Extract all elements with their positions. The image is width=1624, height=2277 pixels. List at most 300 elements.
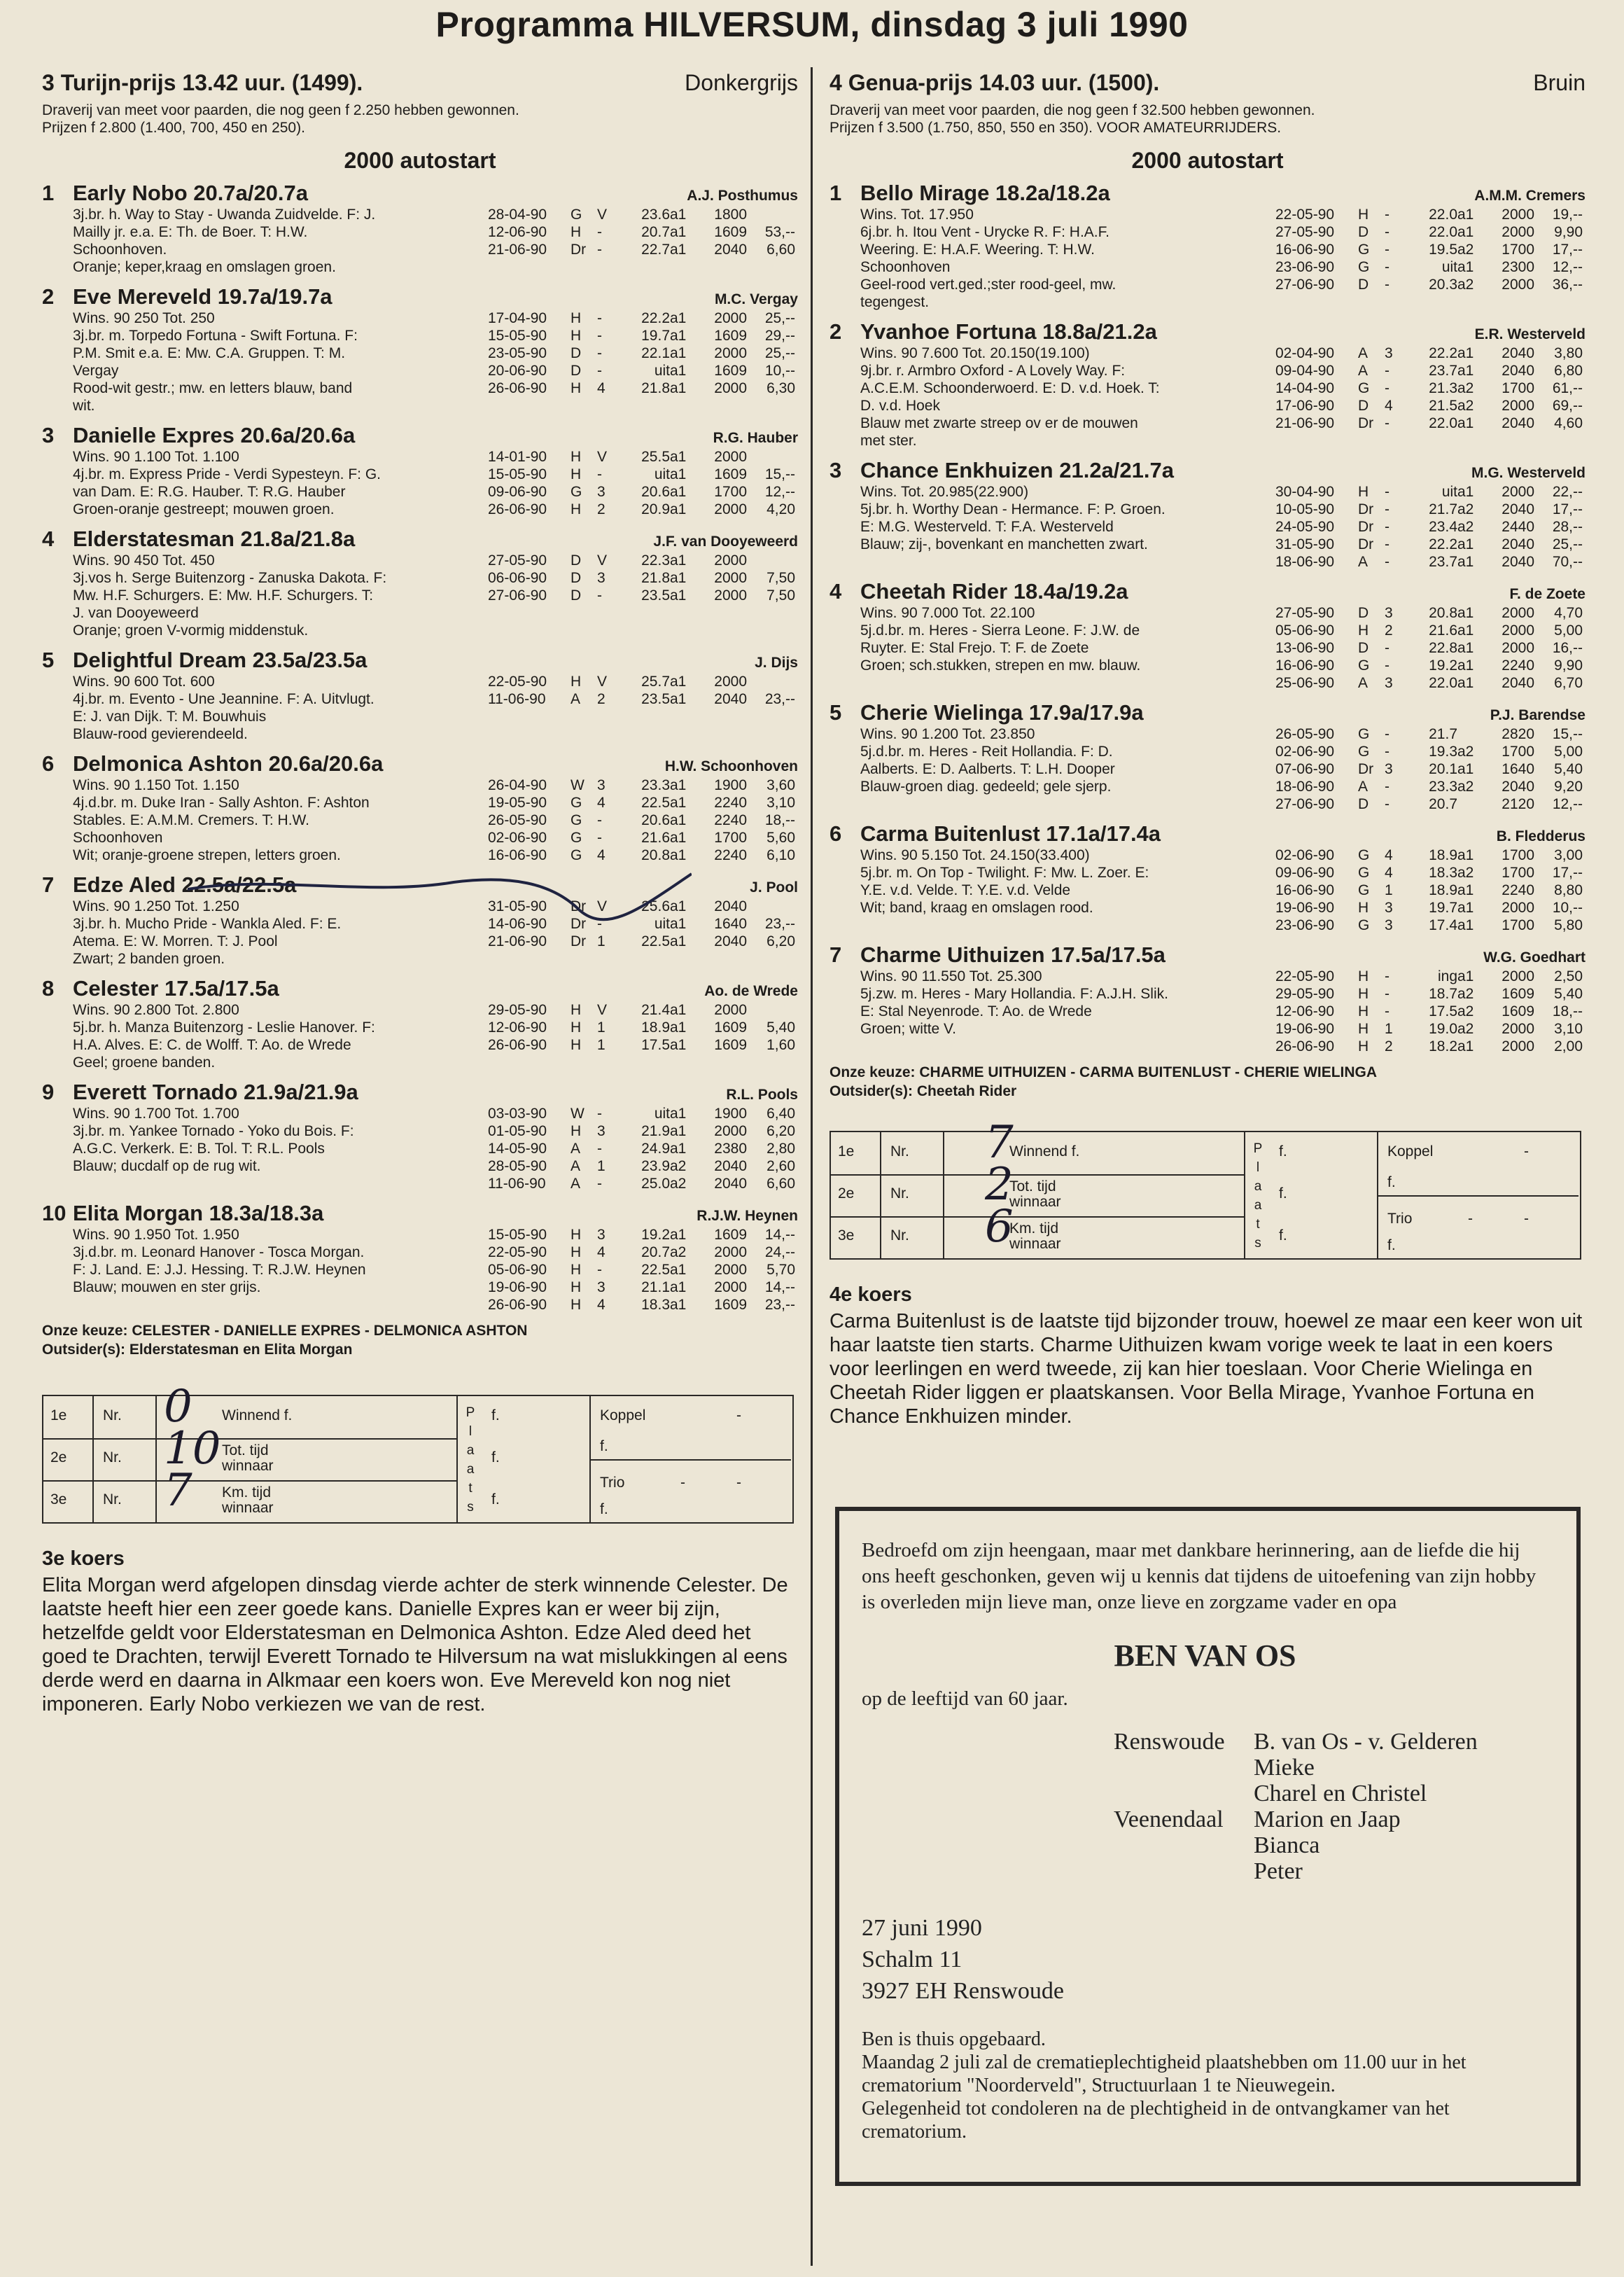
start-row [488,777,798,794]
start-cell: 19,-- [1552,207,1583,223]
start-cell: uit [654,1106,670,1122]
start-cell: 26-06-90 [488,380,547,396]
start-cell: 9,20 [1554,779,1583,795]
start-cell: - [1385,415,1390,431]
start-cell: 23-06-90 [1275,917,1335,933]
horse-name: Chance Enkhuizen 21.2a/21.7a [860,458,1174,482]
description-line: A.G.C. Verkerk. E: B. Tol. T: R.L. Pools [73,1141,325,1157]
start-cell: - [597,1141,602,1157]
description-line: F: J. Land. E: J.J. Hessing. T: R.J.W. Heynen [73,1262,366,1278]
start-row [488,1157,798,1175]
horse-header [42,751,798,777]
description-line: 3j.d.br. m. Leonard Hanover - Tosca Morgan. [73,1244,365,1260]
start-cell: 01-05-90 [488,1123,547,1139]
start-cell: Dr [570,898,587,914]
start-cell: 19-06-90 [1275,1021,1335,1037]
start-cell: 14-01-90 [488,449,547,465]
description-line: Wins. Tot. 20.985(22.900) [860,484,1029,500]
start-cell: 26-06-90 [1275,1038,1335,1054]
start-cell: - [597,345,602,361]
start-cell: G [570,795,582,811]
horse-title [42,872,296,898]
start-cell: 25.0 [641,1176,670,1192]
start-cell: a1 [1457,675,1474,691]
description-line: 5j.br. m. On Top - Twilight. F: Mw. L. Zoer. E: [860,865,1149,881]
start-cell: 2040 [1502,779,1534,795]
horse-name: Elita Morgan 18.3a/18.3a [73,1201,324,1225]
notice-age: op de leeftijd van 60 jaar. [862,1687,1068,1710]
start-results [488,673,798,743]
start-cell [1457,795,1485,813]
horse-number: 7 [830,942,842,967]
start-cell: 2240 [714,847,747,863]
start-cell: 21.8 [641,570,670,586]
start-cell: 26-06-90 [488,1037,547,1053]
km-tijd-label: Km. tijd [222,1484,272,1500]
start-results [488,448,798,518]
start-row [488,1019,798,1036]
start-cell: 22.1 [641,345,670,361]
description-line: Wins. Tot. 17.950 [860,207,974,223]
start-cell: 2240 [1502,882,1534,898]
winnaar-label: winnaar [222,1500,274,1516]
start-cell: 15-05-90 [488,466,547,482]
start-cell: 19-06-90 [1275,900,1335,916]
start-cell: 1700 [1502,917,1534,933]
plaats-vertical-label [463,1403,477,1517]
horse-trainer: J. Dijs [755,655,798,671]
start-cell: 14,-- [764,1227,795,1243]
start-row [488,223,798,241]
start-results [1275,483,1586,571]
description-line: Wins. 90 600 Tot. 600 [73,674,215,690]
start-cell: a1 [670,812,687,828]
start-cell: 24-05-90 [1275,519,1335,535]
start-cell: 2240 [1502,657,1534,674]
start-results [1275,847,1586,934]
notice-family-name: B. van Os - v. Gelderen [1254,1729,1478,1755]
description-line: Blauw; ducdalf op de rug wit. [73,1158,261,1174]
start-cell: 15-05-90 [488,1227,547,1243]
horse-number: 4 [42,527,55,551]
start-cell: a1 [670,380,687,396]
start-cell: 2000 [714,570,747,586]
start-cell: 19.2 [641,1227,670,1243]
start-cell: 3,80 [1554,345,1583,361]
start-cell: 4 [597,1244,606,1260]
start-cell: 23,-- [764,691,795,707]
f-label: f. [600,1438,608,1454]
start-results [488,1226,798,1314]
start-cell: 2000 [1502,398,1534,414]
start-cell: - [597,310,602,326]
description-line: J. van Dooyeweerd [73,605,199,621]
race-title: 3 Turijn-prijs 13.42 uur. (1499). [42,70,363,95]
description-line: 5j.br. h. Manza Buitenzorg - Leslie Hanover. F: [73,1019,375,1036]
horse-name: Edze Aled 22.5a/22.5a [73,872,297,897]
start-cell [747,673,798,690]
horse-trainer: Ao. de Wrede [704,983,798,999]
start-cell: 07-06-90 [1275,761,1335,777]
start-cell: V [597,1002,608,1018]
start-cell: a1 [670,898,687,914]
start-cell: 3 [597,570,606,586]
start-cell: Dr [1358,501,1374,517]
start-row [1275,1003,1586,1020]
start-cell: 53,-- [764,224,795,240]
start-cell: 23-06-90 [1275,259,1335,275]
start-cell: 21.7 [1429,501,1457,517]
start-cell: 27-06-90 [488,587,547,604]
start-cell: A [570,691,581,707]
start-cell: 27-06-90 [1275,277,1335,293]
start-cell: 12,-- [764,484,795,500]
race-color: Bruin [1533,70,1586,95]
start-cell: 20.9 [641,501,670,517]
start-row [1275,899,1586,917]
horse-description [73,448,488,518]
start-row [488,829,798,847]
tot-tijd-label: Tot. tijd [222,1442,269,1458]
start-cell: 09-06-90 [488,484,547,500]
horse-description [73,777,488,864]
trio-label: Trio [1387,1211,1413,1227]
description-line: Geel; groene banden. [73,1054,216,1071]
description-line: Groen; witte V. [860,1021,956,1037]
start-cell: a1 [670,933,687,949]
start-cell: a1 [670,207,687,223]
start-cell: 27-05-90 [488,552,547,569]
start-cell: 22.2 [1429,345,1457,361]
horse-entry [42,284,798,415]
start-cell: 1700 [1502,744,1534,760]
start-cell: a1 [670,466,687,482]
start-cell: 19.5 [1429,242,1457,258]
notice-family [862,1729,1548,1884]
koppel-label: Koppel [600,1407,646,1423]
start-cell: uit [1441,484,1457,500]
start-cell: Dr [1358,519,1374,535]
horse-header [830,319,1586,344]
start-cell: 1700 [1502,380,1534,396]
start-cell: a2 [1457,519,1474,535]
start-cell: 28-04-90 [488,207,547,223]
notice-closing-line: Maandag 2 juli zal de crematieplechtigheid plaatshebben om 11.00 uur in het crematorium "Noorderveld", Structuurlaan 1 te Nieuwegein. [862,2052,1466,2096]
start-row [488,915,798,933]
start-row [488,1296,798,1314]
start-cell: A [570,1176,581,1192]
start-cell: 18.7 [1429,986,1457,1002]
start-cell: H [1358,207,1369,223]
horse-entry [830,700,1586,813]
horse-trainer: B. Fledderus [1496,828,1586,844]
horse-title [42,527,355,552]
start-cell: H [1358,484,1369,500]
start-cell: 5,40 [1554,986,1583,1002]
description-line: Schoonhoven [73,830,163,846]
form-column-line [456,1396,458,1522]
horse-description [860,725,1275,813]
horse-title [42,1201,323,1226]
start-cell: 2 [597,501,606,517]
horse-body [42,1001,798,1071]
start-row [1275,415,1586,432]
start-cell: 5,00 [1554,744,1583,760]
start-cell: a1 [670,484,687,500]
start-cell: 12-06-90 [1275,1003,1335,1019]
horse-title [42,751,383,777]
start-cell: 3 [597,777,606,793]
start-cell: 2000 [714,345,747,361]
start-cell: a1 [670,830,687,846]
koppel-label: Koppel [1387,1143,1434,1160]
description-line: 6j.br. h. Itou Vent - Urycke R. F: H.A.F. [860,224,1110,240]
start-cell: 22.0 [1429,207,1457,223]
start-cell: 23,-- [764,916,795,932]
horse-header [830,579,1586,604]
horse-name: Cherie Wielinga 17.9a/17.9a [860,700,1144,725]
start-row [488,309,798,327]
start-cell: 17-06-90 [1275,398,1335,414]
start-cell: 6,70 [1554,675,1583,691]
description-line: 3j.br. m. Torpedo Fortuna - Swift Fortuna. F: [73,328,358,344]
start-cell: 19.3 [1429,744,1457,760]
start-cell: - [1385,657,1390,674]
start-cell: 3 [1385,900,1393,916]
winnend-label: Winnend f. [1009,1143,1080,1160]
start-cell: 23.6 [641,207,670,223]
plaats-letter: a [466,1462,475,1477]
start-cell: 21.3 [1429,380,1457,396]
horse-entry [42,1201,798,1314]
description-line: Oranje; keper,kraag en omslagen groen. [73,259,336,275]
start-cell: 1609 [714,1037,747,1053]
start-cell: a2 [1457,277,1474,293]
condition-line: Prijzen f 2.800 (1.400, 700, 450 en 250). [42,120,305,136]
start-cell: 16,-- [1552,640,1583,656]
tot-tijd-label: Tot. tijd [1009,1178,1056,1195]
description-line: Ruyter. E: Stal Frejo. T: F. de Zoete [860,640,1089,656]
condition-line: Prijzen f 3.500 (1.750, 850, 550 en 350). VOOR AMATEURRIJDERS. [830,120,1282,136]
start-cell: H [570,1037,582,1053]
start-cell: 28-05-90 [488,1158,547,1174]
start-cell: 29,-- [764,328,795,344]
start-cell: 24.9 [641,1141,670,1157]
start-cell: 20.8 [1429,605,1457,621]
start-cell: 3 [597,484,606,500]
nr-label: Nr. [890,1227,909,1244]
description-line: Groen; sch.stukken, strepen en mw. blauw. [860,657,1141,674]
start-cell: 2 [597,691,606,707]
plaats-letter: l [468,1424,472,1439]
start-cell: 4 [597,795,606,811]
description-line: Wins. 90 1.700 Tot. 1.700 [73,1106,239,1122]
notice-closing-line: Ben is thuis opgebaard. [862,2028,1046,2050]
plaats-letter: a [466,1443,475,1458]
start-cell: V [597,898,608,914]
start-row [488,501,798,518]
horse-name: Elderstatesman 21.8a/21.8a [73,527,356,551]
start-cell [1457,725,1485,743]
start-cell: a1 [670,501,687,517]
start-cell: - [597,224,602,240]
horse-header [42,181,798,206]
horse-title [830,821,1161,847]
start-cell: D [1358,398,1369,414]
description-line: Wins. 90 7.600 Tot. 20.150(19.100) [860,345,1090,361]
start-cell: a1 [670,777,687,793]
start-cell: 22.5 [641,795,670,811]
handwritten-number: 7 [164,1465,192,1517]
winnaar-label: winnaar [1009,1194,1061,1210]
horse-trainer: F. de Zoete [1509,586,1586,602]
start-cell: 7,50 [766,587,795,604]
start-cell: D [570,587,582,604]
start-cell: 31-05-90 [488,898,547,914]
start-cell: - [1385,484,1390,500]
horse-header [42,976,798,1001]
start-cell: G [570,847,582,863]
start-results [1275,725,1586,813]
horse-name: Everett Tornado 21.9a/21.9a [73,1080,358,1104]
start-cell: 2380 [714,1141,747,1157]
start-cell: 17.5 [1429,1003,1457,1019]
start-cell: 23.7 [1429,554,1457,570]
start-cell: 18-06-90 [1275,779,1335,795]
outsiders: Outsider(s): Elderstatesman en Elita Morgan [42,1342,353,1358]
start-cell: 09-06-90 [1275,865,1335,881]
horse-number: 3 [42,423,55,447]
start-cell [747,1001,798,1019]
start-cell: 18.2 [1429,1038,1457,1054]
description-line: Wins. 90 1.250 Tot. 1.250 [73,898,239,914]
start-cell: 20.8 [641,847,670,863]
description-line: 4j.br. m. Express Pride - Verdi Sypesteyn. F: G. [73,466,381,482]
start-cell: uit [1441,259,1457,275]
start-cell: a1 [1457,415,1474,431]
start-cell: 1609 [1502,986,1534,1002]
start-cell: - [1385,554,1390,570]
start-cell: 1 [1385,882,1393,898]
start-cell: a2 [1457,242,1474,258]
start-cell: 2000 [1502,1038,1534,1054]
start-row [488,794,798,812]
start-cell: 1700 [1502,847,1534,863]
nr-label: Nr. [890,1143,909,1160]
start-cell: - [1385,1003,1390,1019]
start-cell: - [597,916,602,932]
start-cell: 16-06-90 [1275,242,1335,258]
start-cell: a2 [1457,1003,1474,1019]
start-cell: 17-04-90 [488,310,547,326]
description-line: Wins. 90 1.150 Tot. 1.150 [73,777,239,793]
horse-name: Carma Buitenlust 17.1a/17.4a [860,821,1161,846]
start-cell: 4,20 [766,501,795,517]
start-cell: a1 [670,242,687,258]
description-line: Blauw; zij-, bovenkant en manchetten zwart. [860,536,1148,552]
start-cell: 06-06-90 [488,570,547,586]
start-cell: 23.4 [1429,519,1457,535]
our-choice: Onze keuze: CHARME UITHUIZEN - CARMA BUITENLUST - CHERIE WIELINGA [830,1064,1378,1080]
start-cell: 15-05-90 [488,328,547,344]
start-cell: Dr [570,242,587,258]
form-column-line [1244,1132,1245,1258]
description-line: 5j.zw. m. Heres - Mary Hollandia. F: A.J.H. Slik. [860,986,1168,1002]
start-cell: 25.7 [641,674,670,690]
start-cell: 2240 [714,795,747,811]
notice-closing [862,2028,1548,2143]
horse-entry [42,872,798,968]
form-row-line [589,1459,791,1461]
horse-body [42,1105,798,1192]
start-cell: 25.6 [641,898,670,914]
start-row [1275,760,1586,778]
horse-description [860,604,1275,692]
plaats-letter: s [467,1500,474,1514]
start-cell: 24,-- [764,1244,795,1260]
notice-place: Renswoude [1114,1729,1225,1755]
form-row-line [43,1480,456,1482]
start-cell: 12-06-90 [488,1019,547,1036]
start-cell: G [1358,744,1370,760]
start-cell: W [570,777,584,793]
start-cell: 2040 [1502,345,1534,361]
start-row [488,933,798,950]
start-results [488,206,798,276]
description-line: Wit; oranje-groene strepen, letters groen. [73,847,341,863]
description-line: Wins. 90 450 Tot. 450 [73,552,215,569]
description-line: Weering. E: H.A.F. Weering. T: H.W. [860,242,1095,258]
start-cell: 25.5 [641,449,670,465]
start-row [1275,882,1586,899]
horse-body [42,673,798,743]
start-cell: 4 [1385,847,1393,863]
start-cell: 2000 [714,587,747,604]
start-cell: a1 [1457,345,1474,361]
start-cell: 6,60 [766,242,795,258]
start-cell: 17,-- [1552,501,1583,517]
start-cell: 1 [597,1019,606,1036]
start-cell: - [597,328,602,344]
description-line: Blauw; mouwen en ster grijs. [73,1279,261,1295]
description-line: E: M.G. Westerveld. T: F.A. Westerveld [860,519,1114,535]
horse-name: Celester 17.5a/17.5a [73,976,279,1001]
start-cell: - [597,812,602,828]
start-cell: 69,-- [1552,398,1583,414]
start-cell: 22-05-90 [488,1244,547,1260]
notice-date: 27 juni 1990 [862,1915,982,1941]
notice-intro: Bedroefd om zijn heengaan, maar met dankbare herinnering, aan de liefde die hij ons heeft geschonken, geven wij u kennis dat tijdens de uitoefening van zijn hobby is overleden mijn lieve man, onze lieve en zorgzame vader en opa [862,1539,1536,1613]
start-cell: 26-05-90 [488,812,547,828]
start-cell: a2 [1457,779,1474,795]
horse-description [860,847,1275,934]
start-cell: - [1385,726,1390,742]
start-cell: G [1358,882,1370,898]
horse-header [42,872,798,898]
start-cell: 15,-- [1552,726,1583,742]
start-cell: H [570,1297,582,1313]
start-row [488,362,798,380]
description-line: Wins. 90 1.950 Tot. 1.950 [73,1227,239,1243]
description-line: D. v.d. Hoek [860,398,940,414]
start-cell: 4,60 [1554,415,1583,431]
start-cell: 18,-- [764,812,795,828]
start-cell: 6,60 [766,1176,795,1192]
start-cell: 4,70 [1554,605,1583,621]
horse-entry [42,527,798,639]
start-cell: a1 [670,328,687,344]
death-notice [835,1507,1581,2186]
